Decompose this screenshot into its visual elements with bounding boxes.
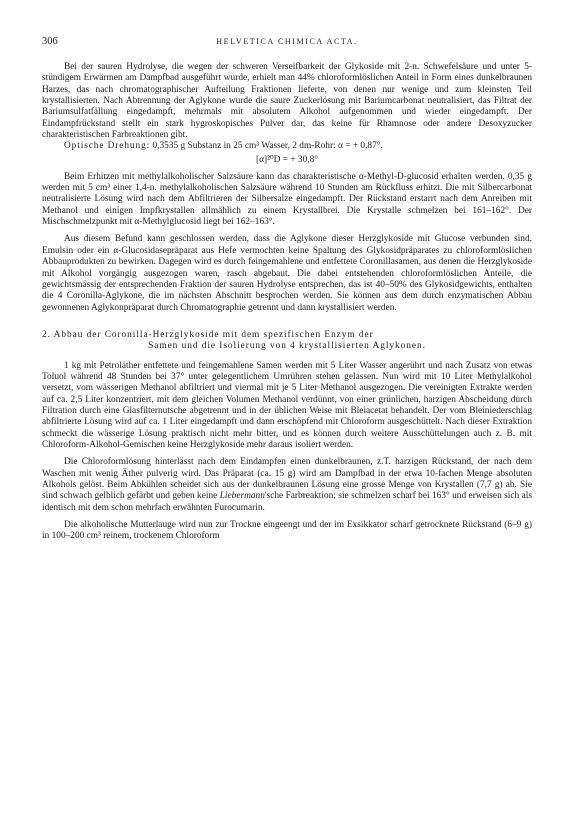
paragraph-chloroform-solution [42,457,532,514]
specific-rotation-formula: [α]²⁰D = + 30,8° [255,154,319,165]
page-header [42,36,532,54]
paragraph-methylglucosid: Beim Erhitzen mit methylalkoholischer Salzsäure kann das charakteristische α-Methyl-D-glucosid erhalten werden. 0,35 g werden mit 5 cm³ einer 1,4-n. methylalkoholischen Salzsäure während 10 Stunden am Rückfluss erhitzt. Die mit Silbercarbonat neutralisierte Lösung wird nach dem Abfiltrieren der Silbersalze eingedampft. Der Rückstand erstarrt nach dem Anreiben mit Methanol und einigen Impfkrystallen allmählich zu einem Krystallbrei. Die Krystalle schmelzen bei 161–162°. Der Mischschmelzpunkt mit α-Methylglucosid liegt bei 162–163°. [42,171,532,228]
page-number: 306 [42,36,58,47]
section-heading-line-2: Samen und die Isolierung von 4 krystallisierten Aglykonen. [148,341,426,352]
liebermann-name: Liebermann [219,491,265,502]
paragraph-enzymatic-cleavage: Aus diesem Befund kann geschlossen werden, dass die Aglykone dieser Herzglykoside mit Glucose verbunden sind. Emulsin oder ein α-Glucosidasepräparat aus Hefe vermochten keine Spaltung des Glykosidpräparates zu chloroformlöslichen Abbauprodukten zu bewirken. Dagegen wird es durch feingemahlene und entfettete Coronillasamen, aus denen die Herzglykoside mit Alkohol vorgängig ausgezogen waren, rasch abgebaut. Die dabei entstehenden chloroformlöslichen Anteile, die gewichtsmässig der entsprechenden Fraktion der sauren Hydrolyse entsprechen, das ist 40–50% des Glykosidgewichts, enthalten die 4 Coronilla-Aglykone, die im nächsten Abschnitt besprochen werden. Sie können aus dem durch enzymatischen Abbau gewonnenen Aglykonpräparat durch Chromatographie getrennt und dann krystallisiert werden. [42,234,532,313]
optical-rotation-line [42,141,532,152]
section-heading [42,330,532,353]
optical-rotation-text: 0,3535 g Substanz in 25 cm³ Wasser, 2 dm-Rohr: α = + 0,87°. [150,141,383,152]
paragraph-mother-liquor: Die alkoholische Mutterlauge wird nun zur Trockne eingeengt und der im Exsikkator scharf getrocknete Rückstand (6–9 g) in 100–200 cm³ reinem, trockenem Chloroform [42,520,532,542]
paragraph-hydrolysis: Bei der sauren Hydrolyse, die wegen der schweren Verseifbarkeit der Glykoside mit 2-n. Schwefelsäure und unter 5-stündigem Erwärmen am Dampfbad ausgeführt wurde, erhielt man 44% chloroformlöslichen Anteil in Form eines dunkelbraunen Harzes, das nach chromatographischer Aufteilung Fraktionen lieferte, von denen nur wenige und zum kleinsten Teil krystallisierten. Nach Abtrennung der Aglykone wurde die saure Zuckerlösung mit Bariumcarbonat neutralisiert, das Filtrat der Bariumsulfatfällung eingedampft, mehrmals mit absolutem Alkohol aufgenommen und wieder eingedampft. Der Eindampfrückstand stellt ein stark hygroskopisches Pulver dar, das keine für Rhamnose oder andere Desoxyzucker charakteristischen Farbreaktionen gibt. [42,62,532,141]
journal-title: HELVETICA CHIMICA ACTA. [216,37,358,46]
section-heading-line-1: 2. Abbau der Coronilla-Herzglykoside mit dem spezifischen Enzym der [42,329,374,340]
p5-text-after: 'sche Farbreaktion; sie schmelzen scharf bei 163° und erweisen sich als identisch mit dem schon mehrfach erwähnten Furocumarin. [42,491,532,513]
optical-rotation-label: Optische Drehung: [64,141,151,152]
paragraph-extraction: 1 kg mit Petroläther entfettete und feingemahlene Samen werden mit 5 Liter Wasser angerührt und nach Zusatz von etwas Toluol während 48 Stunden bei 37° unter gelegentlichem Umrühren stehen gelassen. Nun wird mit 10 Liter Methylalkohol versetzt, vom wässerigen Methanol abfiltriert und viermal mit je 5 Liter Methanol ausgezogen. Die vereinigten Extrakte werden auf ca. 2,5 Liter konzentriert, mit dem gleichen Volumen Methanol verdünnt, von einer grünlichen, harzigen Abscheidung durch Filtration durch eine Glasfilternutsche abgetrennt und in der üblichen Weise mit Bleiacetat behandelt. Der vom Bleiniederschlag abfiltrierte Lösung wird auf ca. 1 Liter eingedampft und dann erschöpfend mit Chloroform ausgeschüttelt. Nach dieser Extraktion schmeckt die wässerige Lösung praktisch nicht mehr bitter, und es können durch weitere Ausschüttelungen auch z. B. mit Chloroform-Alkohol-Gemischen keine Herzglykoside mehr daraus isoliert werden. [42,360,532,450]
p5-text-before: Die Chloroformlösung hinterlässt nach dem Eindampfen einen dunkelbraunen, z.T. harzigen Rückstand, der nach dem Waschen mit wenig Äther pulverig wird. Das Präparat (ca. 15 g) wird am Dampfbad in der etwa 10-fachen Menge absoluten Alkohols gelöst. Beim Abkühlen scheidet sich aus der dunkelbraunen Lösung eine grosse Menge von Krystallen (7,7 g) ab. Sie sind schwach gelblich gefärbt und geben keine [42,457,532,502]
